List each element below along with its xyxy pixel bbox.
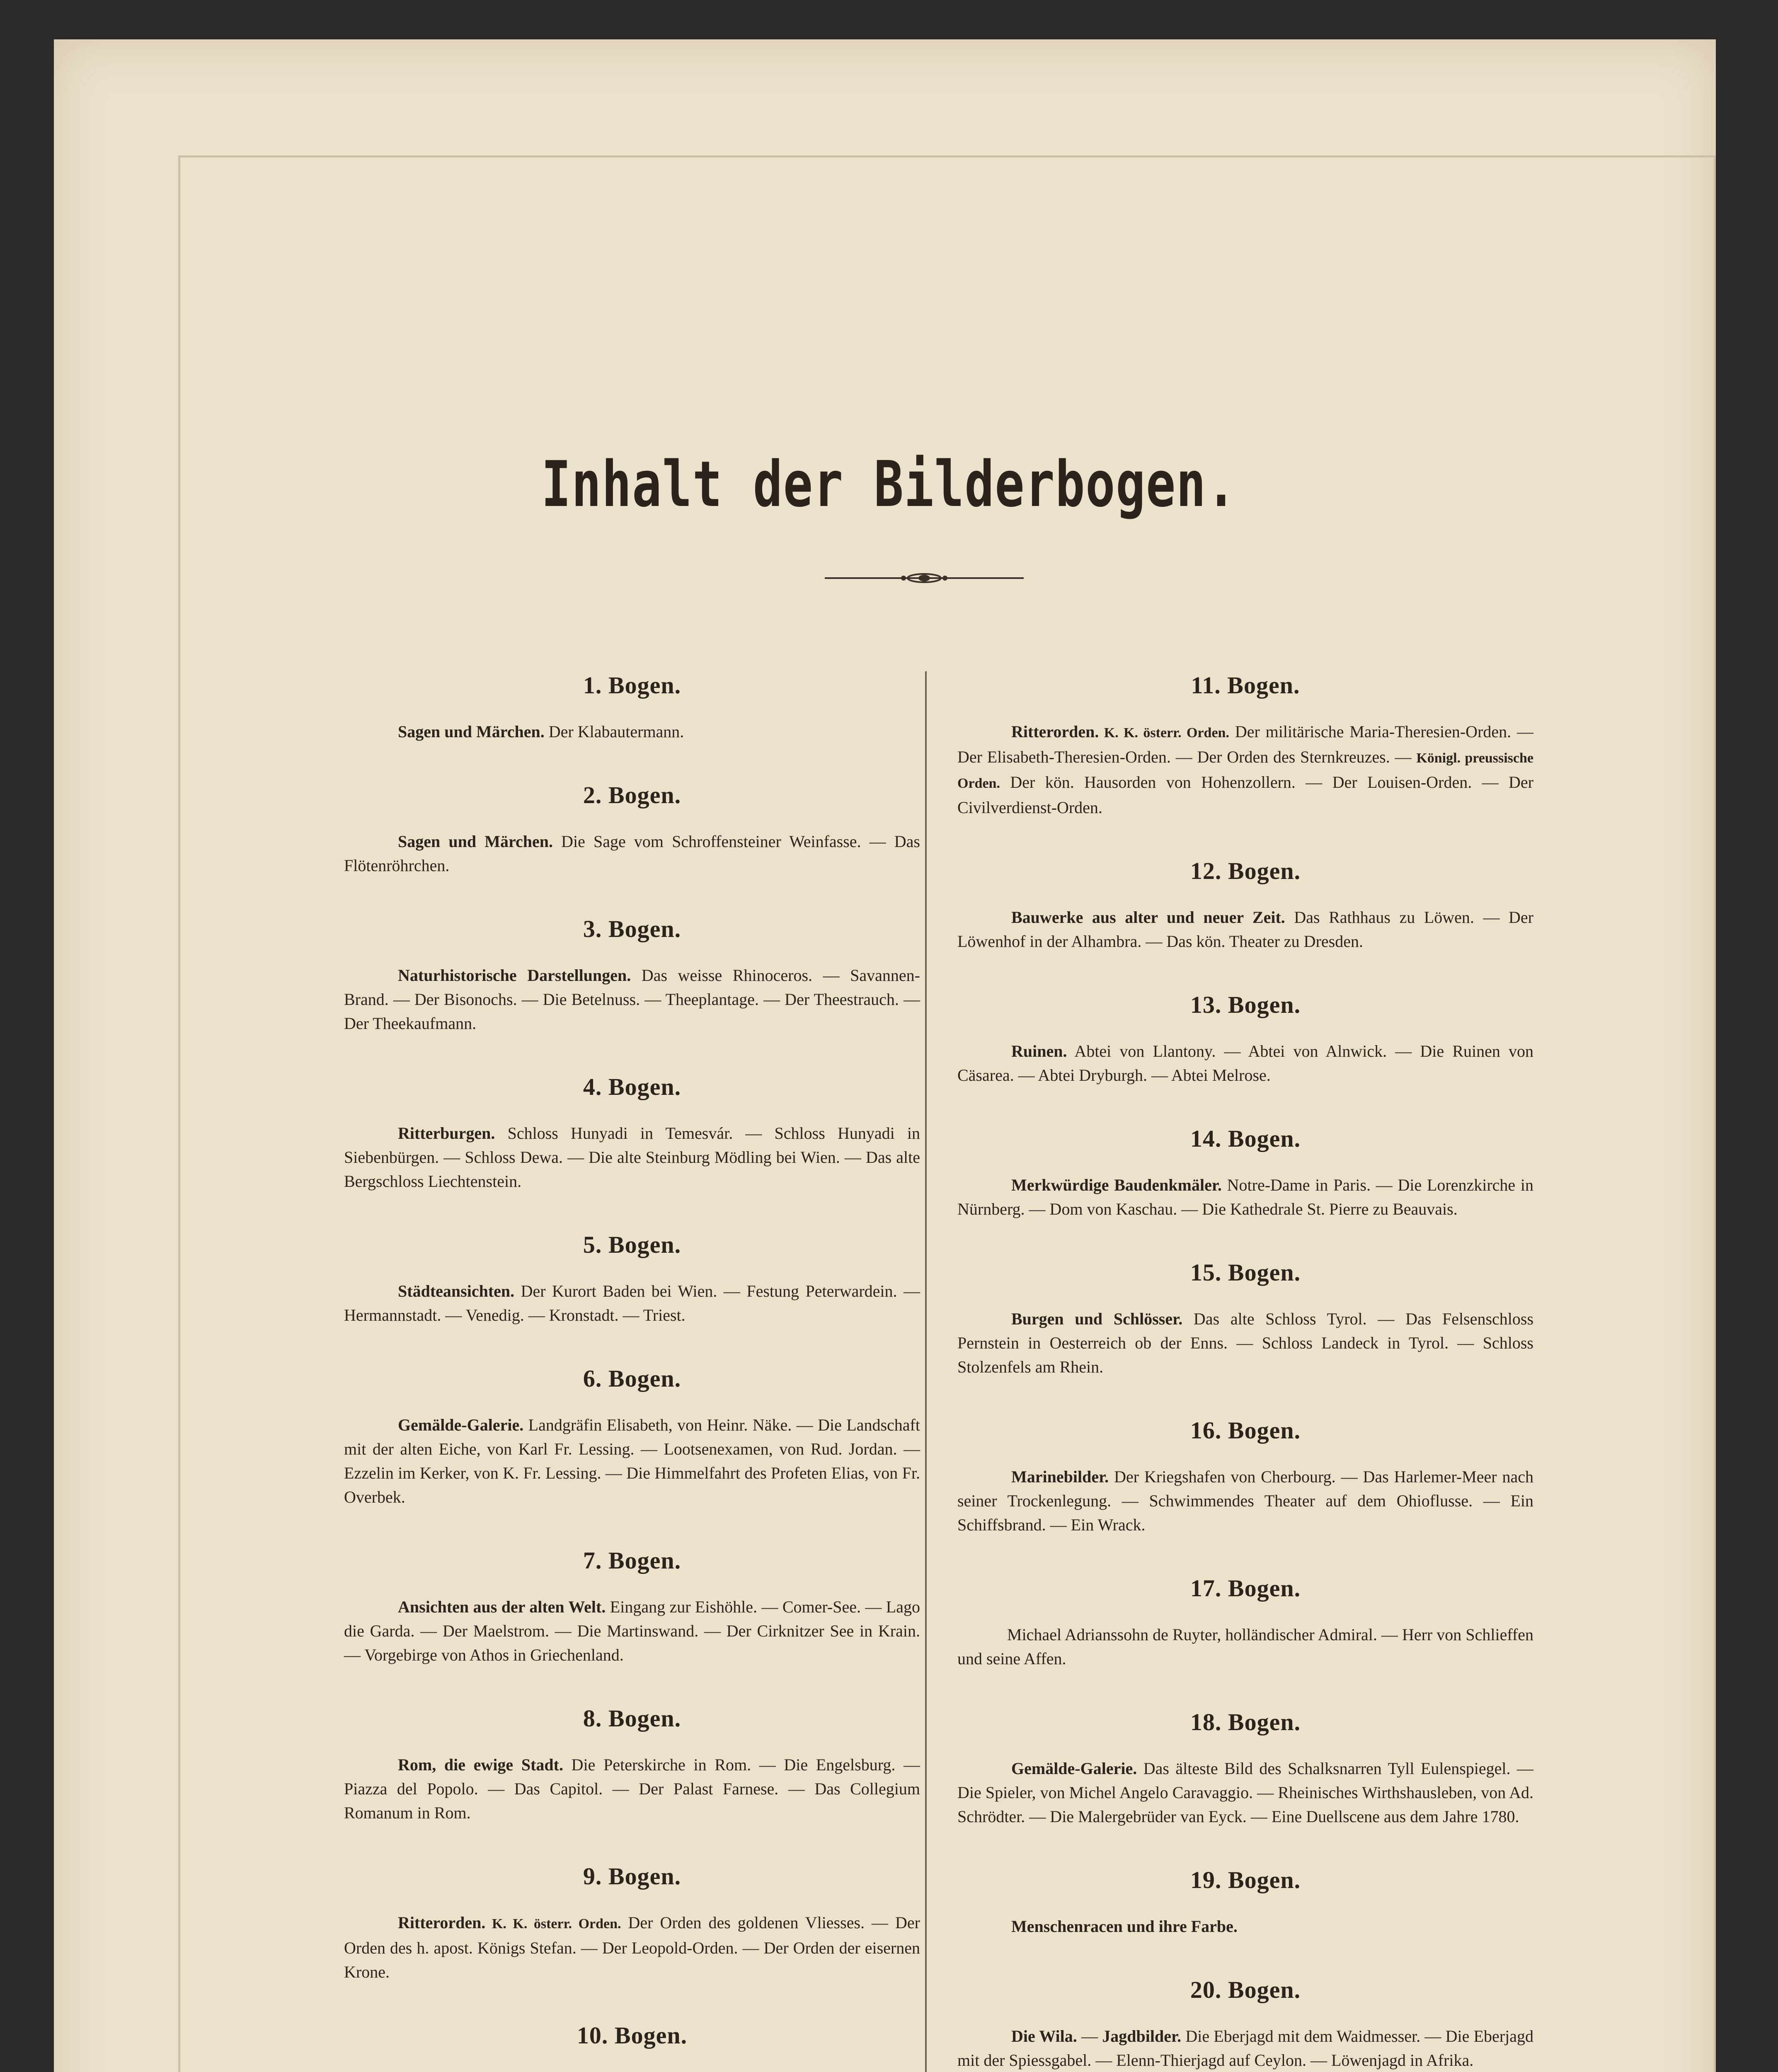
bogen-contents xyxy=(957,1039,1533,1087)
bogen-heading: 19. Bogen. xyxy=(1190,1866,1301,1893)
bogen-contents xyxy=(344,1279,920,1327)
bogen-contents xyxy=(344,1753,920,1825)
bogen-items: Eingang zur Eishöhle. — Comer-See. — Lago die Garda. — Der Maelstrom. — Die Martinswand. — Der Cirknitzer See in Krain. — Vorgebirge von Athos in Griechenland. xyxy=(344,1598,920,1664)
bogen-items: Der Klabautermann. xyxy=(544,722,684,741)
bogen-contents xyxy=(957,1173,1533,1221)
bogen-contents xyxy=(957,1623,1533,1671)
bogen-contents xyxy=(344,1413,920,1509)
page-title: Inhalt der Bilderbogen. xyxy=(541,448,1237,521)
bogen-items: Die Sage vom Schroffensteiner Weinfasse. — Das Flötenröhrchen. xyxy=(344,832,920,875)
bogen-heading: 7. Bogen. xyxy=(583,1547,681,1574)
bogen-section xyxy=(957,1976,1533,2072)
bogen-contents xyxy=(344,963,920,1036)
bogen-section xyxy=(344,1073,920,1193)
bogen-section xyxy=(344,915,920,1036)
bogen-items: Das älteste Bild des Schalksnarren Tyll Eulenspiegel. — Die Spieler, von Michel Angelo Caravaggio. — Rheinisches Wirthshausleben, von Ad. Schrödter. — Die Malergebrüder van Eyck. — Eine Duellscene aus dem Jahre 1780. xyxy=(957,1759,1533,1826)
bogen-section xyxy=(957,671,1533,820)
column-divider xyxy=(925,671,927,2072)
bogen-contents xyxy=(344,720,920,744)
bogen-topic: Städteansichten. xyxy=(398,1282,515,1300)
bogen-section xyxy=(344,1231,920,1327)
bogen-section xyxy=(344,1862,920,1984)
bogen-items: Das Rathhaus zu Löwen. — Der Löwenhof in der Alhambra. — Das kön. Theater zu Dresden. xyxy=(957,908,1533,951)
bogen-items: Das alte Schloss Tyrol. — Das Felsenschloss Pernstein in Oesterreich ob der Enns. — Schloss Landeck in Tyrol. — Schloss Stolzenfels am Rhein. xyxy=(957,1310,1534,1376)
bogen-heading: 6. Bogen. xyxy=(583,1365,681,1392)
bogen-section xyxy=(344,671,920,744)
bogen-topic: Menschenracen und ihre Farbe. xyxy=(1011,1917,1238,1936)
bogen-section xyxy=(344,1704,920,1825)
bogen-section xyxy=(957,1416,1533,1537)
bogen-topic: Ritterorden. xyxy=(398,1913,486,1932)
bogen-topic: Gemälde-Galerie. xyxy=(398,1416,524,1434)
bogen-topic: Ritterburgen. xyxy=(398,1124,495,1143)
bogen-topic: Ansichten aus der alten Welt. xyxy=(398,1598,606,1616)
bogen-heading: 12. Bogen. xyxy=(1190,857,1301,884)
bogen-items: Michael Adrianssohn de Ruyter, holländischer Admiral. — Herr von Schlieffen und seine Affen. xyxy=(957,1625,1533,1668)
bogen-topic: Sagen und Märchen. xyxy=(398,722,545,741)
bogen-items: Schloss Hunyadi in Temesvár. — Schloss Hunyadi in Siebenbürgen. — Schloss Dewa. — Die alte Steinburg Mödling bei Wien. — Das alte Bergschloss Liechtenstein. xyxy=(344,1124,920,1191)
bogen-items: Die Eberjagd mit dem Waidmesser. — Die Eberjagd mit der Spiessgabel. — Elenn-Thierjagd auf Ceylon. — Löwenjagd in Afrika. xyxy=(957,2027,1534,2070)
bogen-topic: Ruinen. xyxy=(1011,1042,1067,1060)
bogen-section xyxy=(957,1708,1533,1829)
bogen-contents xyxy=(344,1911,920,1984)
bogen-items: Der militärische Maria-Theresien-Orden. — Der Elisabeth-Theresien-Orden. — Der Orden des Sternkreuzes. — xyxy=(957,722,1534,766)
order-category: K. K. österr. Orden. xyxy=(485,1916,621,1932)
bogen-section xyxy=(344,2021,920,2072)
bogen-section xyxy=(957,1259,1533,1379)
bogen-heading: 9. Bogen. xyxy=(583,1863,681,1890)
right-column xyxy=(957,671,1533,2072)
bogen-heading: 1. Bogen. xyxy=(583,672,681,699)
bogen-contents xyxy=(957,1307,1533,1379)
bogen-heading: 16. Bogen. xyxy=(1190,1417,1301,1444)
bogen-items: Der kön. Hausorden von Hohenzollern. — Der Louisen-Orden. — Der Civilverdienst-Orden. xyxy=(957,773,1533,817)
bogen-heading: 5. Bogen. xyxy=(583,1231,681,1258)
bogen-contents xyxy=(957,1915,1533,1939)
order-category: K. K. österr. Orden. xyxy=(1099,725,1229,741)
bogen-heading: 2. Bogen. xyxy=(583,782,681,808)
bogen-section xyxy=(344,1365,920,1509)
bogen-section xyxy=(957,1574,1533,1671)
bogen-items: Abtei von Llantony. — Abtei von Alnwick. — Die Ruinen von Cäsarea. — Abtei Dryburgh. — Abtei Melrose. xyxy=(957,1042,1533,1084)
bogen-items: Der Kriegshafen von Cherbourg. — Das Harlemer-Meer nach seiner Trockenlegung. — Schwimmendes Theater auf dem Ohioflusse. — Ein Schiffsbrand. — Ein Wrack. xyxy=(957,1467,1533,1534)
bogen-items: Die Peterskirche in Rom. — Die Engelsburg. — Piazza del Popolo. — Das Capitol. — Der Palast Farnese. — Das Collegium Romanum in Rom. xyxy=(344,1755,920,1822)
bogen-heading: 20. Bogen. xyxy=(1190,1976,1301,2003)
bogen-heading: 8. Bogen. xyxy=(583,1705,681,1732)
bogen-topic: Marinebilder. xyxy=(1011,1467,1109,1486)
bogen-heading: 11. Bogen. xyxy=(1191,672,1300,699)
bogen-contents xyxy=(344,2070,920,2072)
bogen-section xyxy=(344,1547,920,1667)
bogen-heading: 15. Bogen. xyxy=(1190,1259,1301,1286)
bogen-contents xyxy=(957,2024,1533,2072)
bogen-items: Der Orden des goldenen Vliesses. — Der Orden des h. apost. Königs Stefan. — Der Leopold-Orden. — Der Orden der eisernen Krone. xyxy=(344,1913,920,1981)
order-category: Königl. preussische Orden. xyxy=(957,750,1533,791)
left-column xyxy=(344,671,920,2072)
bogen-items: — xyxy=(1077,2027,1102,2045)
bogen-contents xyxy=(344,830,920,878)
bogen-topic: Bauwerke aus alter und neuer Zeit. xyxy=(1011,908,1285,927)
bogen-section xyxy=(957,857,1533,954)
bogen-contents xyxy=(344,1121,920,1193)
bogen-heading: 4. Bogen. xyxy=(583,1073,681,1100)
bogen-heading: 13. Bogen. xyxy=(1190,991,1301,1018)
bogen-contents xyxy=(957,1757,1533,1829)
bogen-heading: 3. Bogen. xyxy=(583,915,681,942)
bogen-section xyxy=(957,991,1533,1087)
bogen-items: Das weisse Rhinoceros. — Savannen-Brand. — Der Bisonochs. — Die Betelnuss. — Theeplantage. — Der Theestrauch. — Der Theekaufmann. xyxy=(344,966,920,1033)
bogen-heading: 14. Bogen. xyxy=(1190,1125,1301,1152)
bogen-heading: 17. Bogen. xyxy=(1190,1575,1301,1602)
bogen-contents xyxy=(957,720,1533,820)
bogen-section xyxy=(957,1125,1533,1221)
bogen-section xyxy=(957,1866,1533,1939)
bogen-contents xyxy=(344,1595,920,1667)
bogen-topic: Sagen und Märchen. xyxy=(398,832,553,851)
bogen-topic: Rom, die ewige Stadt. xyxy=(398,1755,563,1774)
bogen-items: Landgräfin Elisabeth, von Heinr. Näke. — Die Landschaft mit der alten Eiche, von Karl Fr. Lessing. — Lootsenexamen, von Rud. Jordan. — Ezzelin im Kerker, von K. Fr. Lessing. — Die Himmelfahrt des Profeten Elias, von Fr. Overbek. xyxy=(344,1416,920,1506)
bogen-topic: Burgen und Schlösser. xyxy=(1011,1310,1183,1328)
bogen-contents xyxy=(957,905,1533,954)
bogen-items: Der Kurort Baden bei Wien. — Festung Peterwardein. — Hermannstadt. — Venedig. — Kronstadt. — Triest. xyxy=(344,1282,920,1324)
bogen-topic: Ritterorden. xyxy=(1011,722,1099,741)
bogen-topic: Jagdbilder. xyxy=(1102,2027,1182,2045)
title-ornament xyxy=(825,570,1024,586)
bogen-items: Notre-Dame in Paris. — Die Lorenzkirche in Nürnberg. — Dom von Kaschau. — Die Kathedrale St. Pierre zu Beauvais. xyxy=(957,1176,1533,1218)
bogen-heading: 18. Bogen. xyxy=(1190,1709,1301,1736)
bogen-topic: Gemälde-Galerie. xyxy=(1011,1759,1137,1778)
bogen-section xyxy=(344,781,920,878)
bogen-heading: 10. Bogen. xyxy=(577,2022,688,2049)
bogen-contents xyxy=(957,1465,1533,1537)
bogen-topic: Die Wila. xyxy=(1011,2027,1077,2045)
bogen-topic: Naturhistorische Darstellungen. xyxy=(398,966,631,985)
bogen-topic: Merkwürdige Baudenkmäler. xyxy=(1011,1176,1222,1194)
